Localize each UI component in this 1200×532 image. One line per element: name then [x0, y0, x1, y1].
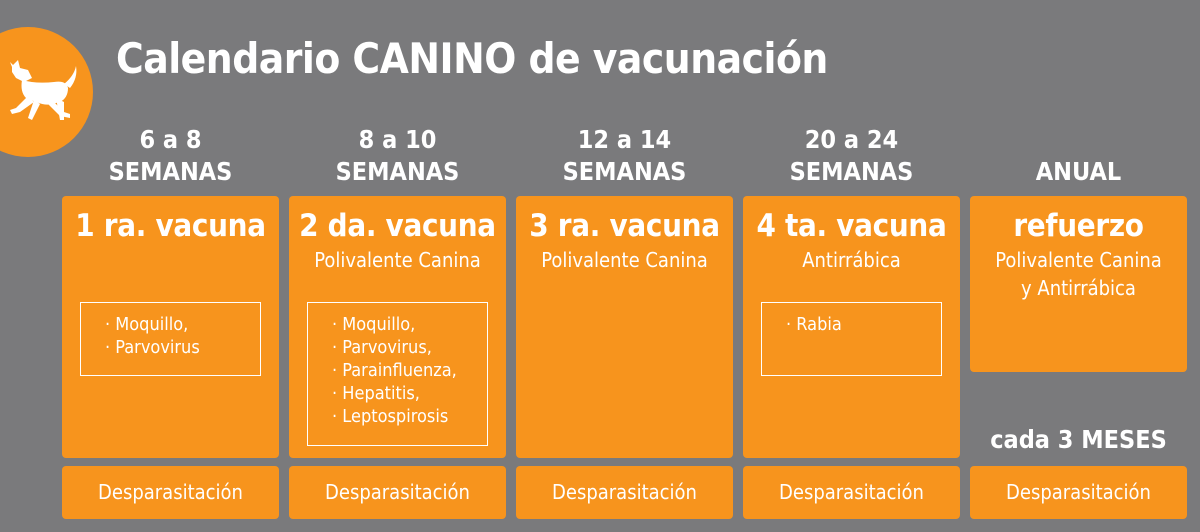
period-label-3	[516, 118, 733, 188]
card-subtitle: Antirrábica	[802, 248, 901, 272]
deworming-label-1: Desparasitación	[62, 466, 279, 519]
vaccine-card-1	[62, 196, 279, 458]
page-title: Calendario CANINO de vacunación	[116, 34, 828, 83]
card-title: 3 ra. vacuna	[529, 208, 720, 244]
disease-list	[307, 302, 488, 446]
list-item: · Hepatitis,	[332, 382, 487, 405]
period-unit: SEMANAS	[789, 157, 914, 186]
card-subtitle: Polivalente Canina	[541, 248, 708, 272]
card-title: refuerzo	[1013, 208, 1144, 244]
list-item: · Parvovirus	[105, 336, 260, 359]
period-label-5	[970, 118, 1187, 188]
list-item: · Leptospirosis	[332, 405, 487, 428]
vaccine-card-2	[289, 196, 506, 458]
period-range: 20 a 24	[804, 125, 899, 154]
list-item: · Rabia	[786, 313, 941, 336]
vaccine-card-3	[516, 196, 733, 458]
period-range: 6 a 8	[139, 125, 202, 154]
list-item: · Moquillo,	[105, 313, 260, 336]
card-title: 1 ra. vacuna	[75, 208, 266, 244]
period-unit: SEMANAS	[108, 157, 233, 186]
frequency-label: cada 3 MESES	[990, 425, 1167, 454]
list-item: · Parainfluenza,	[332, 359, 487, 382]
booster-card	[970, 196, 1187, 372]
vaccine-card-4	[743, 196, 960, 458]
period-range: 12 a 14	[577, 125, 672, 154]
card-title: 4 ta. vacuna	[756, 208, 947, 244]
list-item: · Moquillo,	[332, 313, 487, 336]
card-subtitle-2: y Antirrábica	[1021, 276, 1136, 300]
disease-list	[80, 302, 261, 376]
deworming-label-2: Desparasitación	[289, 466, 506, 519]
period-label-1	[62, 118, 279, 188]
disease-list	[761, 302, 942, 376]
card-title: 2 da. vacuna	[299, 208, 496, 244]
period-range: 8 a 10	[358, 125, 437, 154]
list-item: · Parvovirus,	[332, 336, 487, 359]
deworming-label-3: Desparasitación	[516, 466, 733, 519]
period-unit: SEMANAS	[562, 157, 687, 186]
period-unit: SEMANAS	[335, 157, 460, 186]
deworming-label-5: Desparasitación	[970, 466, 1187, 519]
card-subtitle: Polivalente Canina	[995, 248, 1162, 272]
period-label-2	[289, 118, 506, 188]
card-subtitle: Polivalente Canina	[314, 248, 481, 272]
deworming-label-4: Desparasitación	[743, 466, 960, 519]
period-label-4	[743, 118, 960, 188]
period-unit: ANUAL	[1035, 157, 1122, 186]
